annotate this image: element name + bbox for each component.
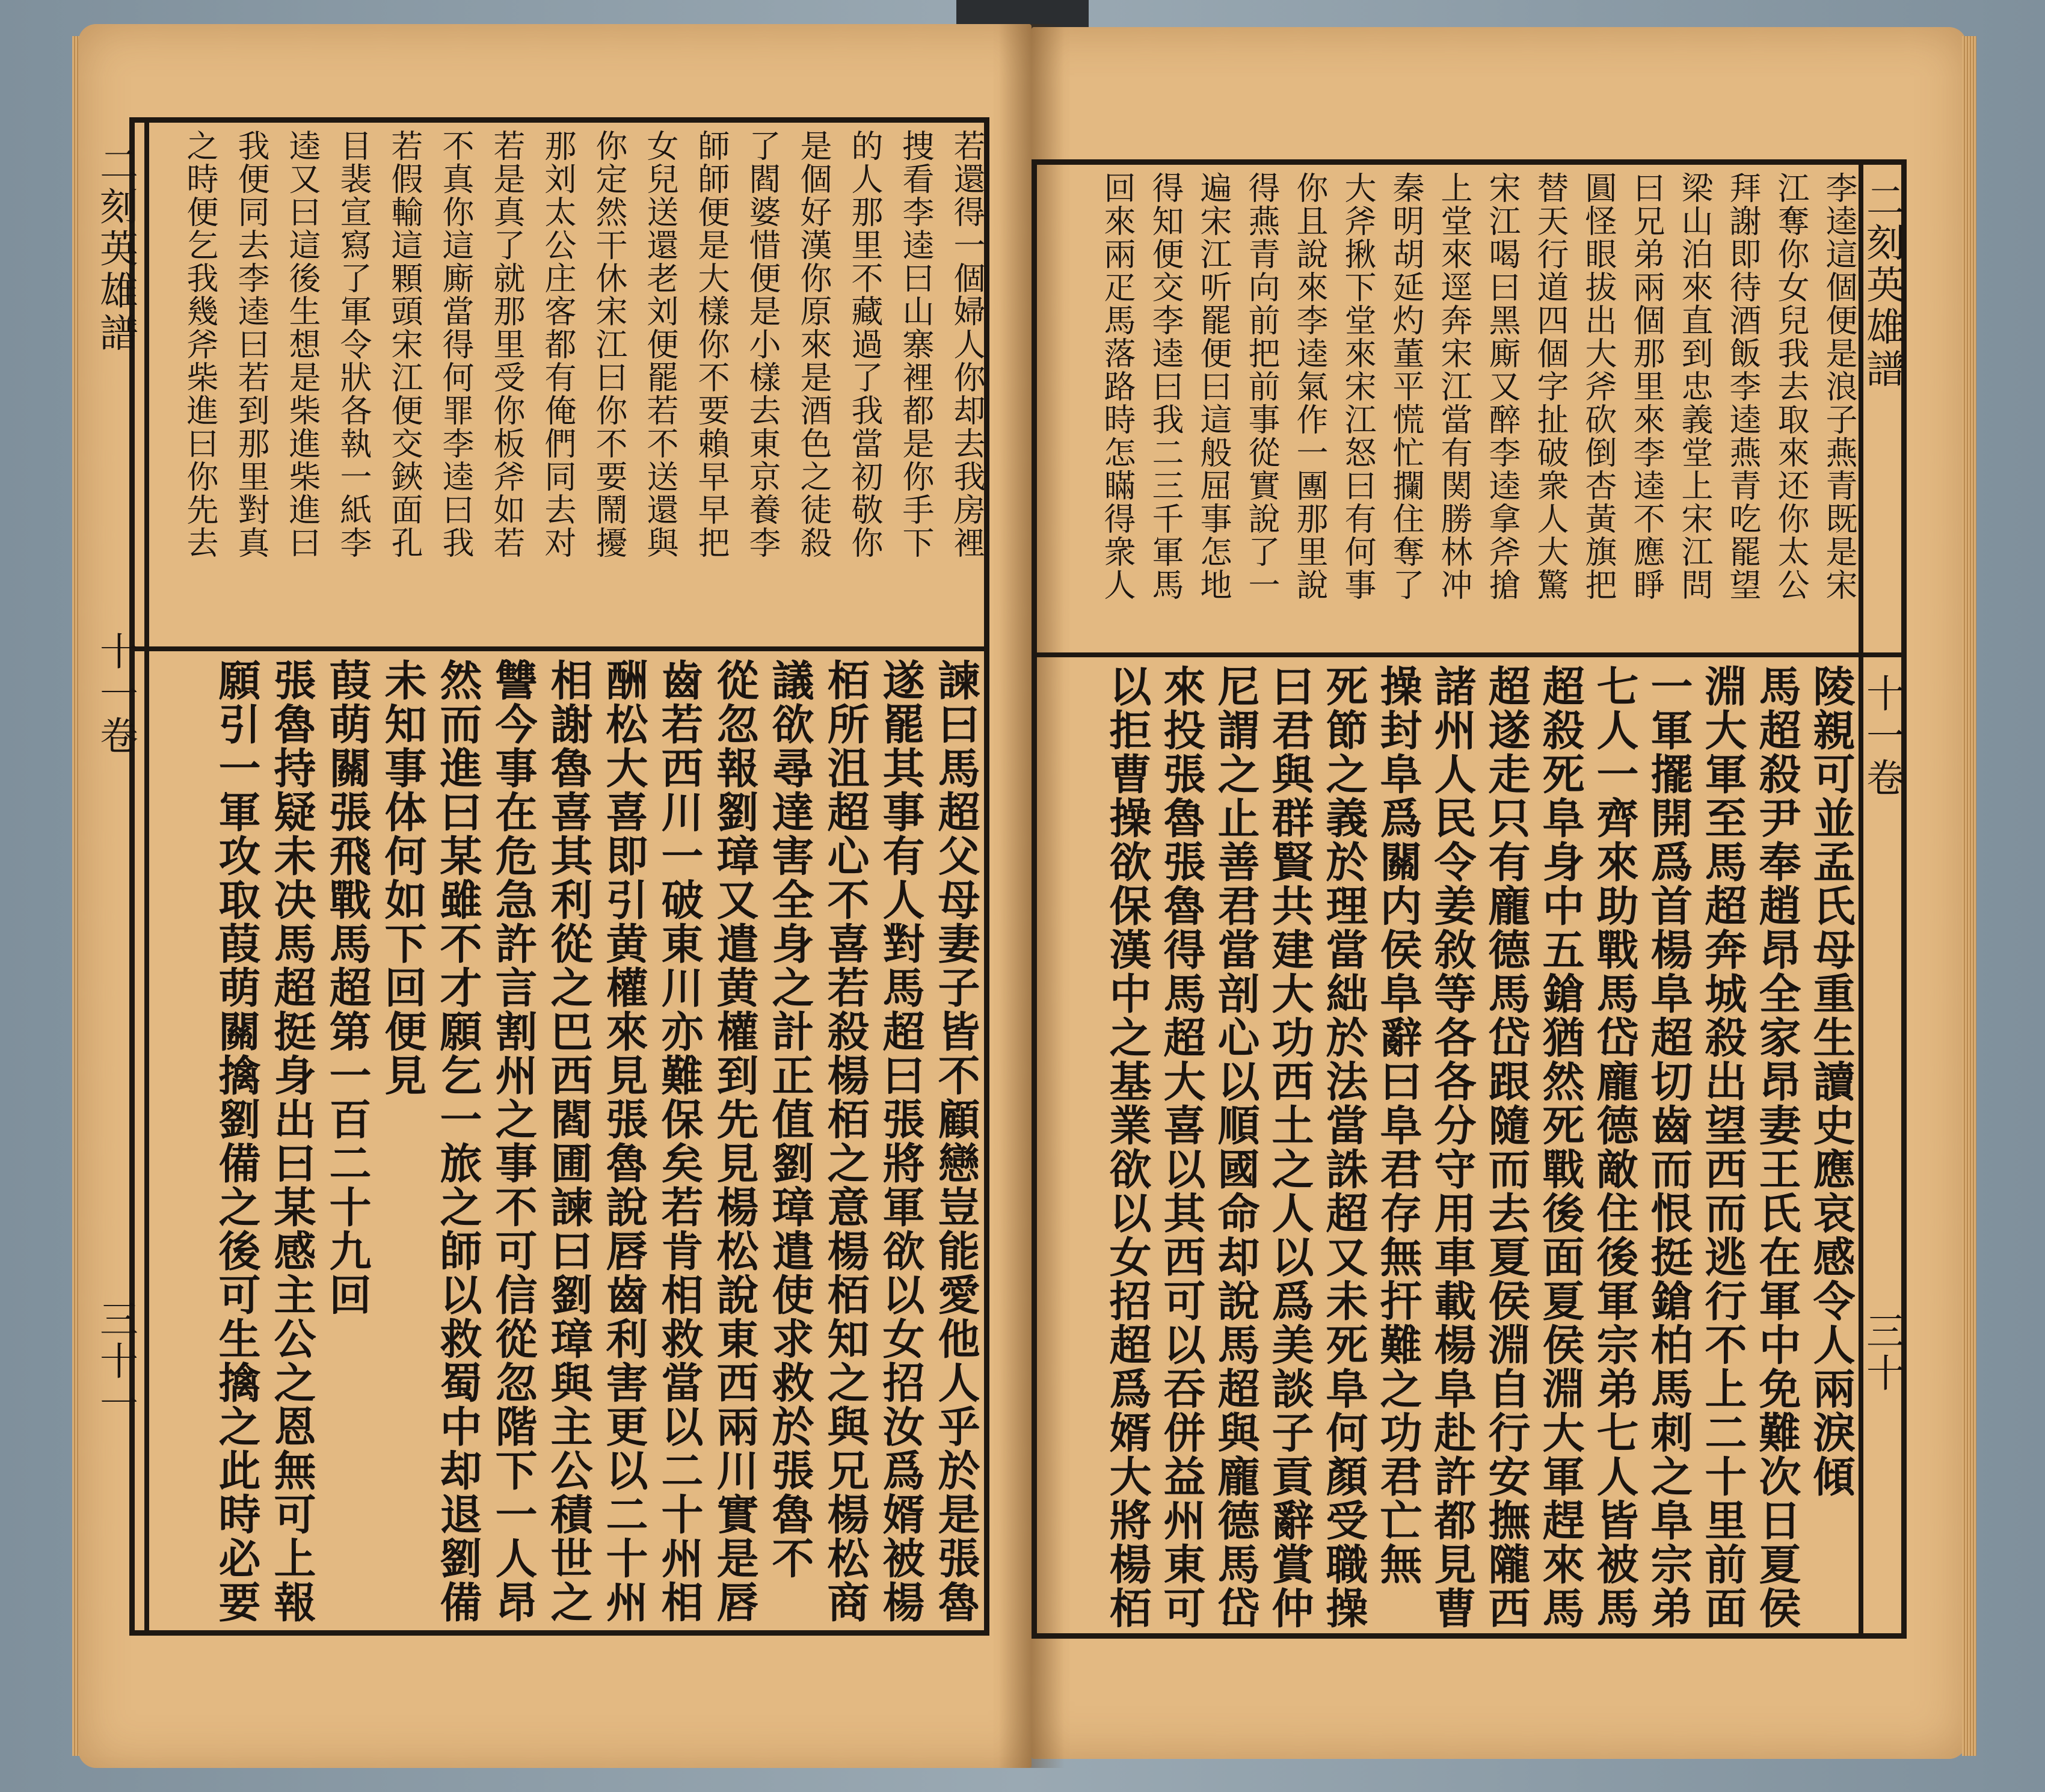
right-lower-column: 馬超殺尹奉趙昂全家昂妻王氏在軍中免難次日夏侯	[1752, 664, 1802, 1630]
right-juan-label: 十一卷	[1860, 674, 1904, 800]
right-upper-column: 宋江喝曰黑廝又醉李逵拿斧搶	[1484, 171, 1521, 601]
left-juan-label: 十一卷	[93, 631, 138, 758]
left-upper-column: 逵又曰這後生想是柴進柴進曰	[284, 129, 321, 559]
left-upper-column: 若假輸這顆頭宋江便交鋏面孔	[386, 129, 423, 559]
right-upper-column: 你且說來李逵氣作一團那里說	[1291, 171, 1328, 601]
right-upper-column: 李逵這個便是浪子燕青既是宋	[1821, 171, 1857, 601]
right-margin-title: 二刻英雄譜	[1860, 180, 1904, 391]
left-lower-column: 遂罷其事有人對馬超曰張將軍欲以女招汝爲婿被楊	[876, 658, 926, 1624]
left-upper-column: 若還得一個婦人你却去我房裡	[949, 129, 985, 559]
right-page-edges	[1962, 36, 1976, 1756]
left-lower-column: 栢所沮超心不喜若殺楊栢之意楊栢知之與兄楊松商	[820, 658, 870, 1624]
left-upper-column: 之時便乞我幾斧柴進曰你先去	[182, 129, 218, 559]
right-lower-column: 曰君與群賢共建大功西土之人以爲美談子貢辭賞仲	[1265, 664, 1315, 1630]
left-lower-column: 然而進曰某雖不才願乞一旅之師以救蜀中却退劉備	[433, 658, 483, 1624]
left-upper-column: 的人那里不藏過了我當初敬你	[846, 129, 883, 559]
right-lower-column: 超遂走只有龐德馬岱跟隨而去夏侯淵自行安撫隴西	[1481, 664, 1531, 1630]
right-upper-column: 江奪你女兒我去取來还你太公	[1773, 171, 1809, 601]
left-divider	[129, 646, 989, 651]
left-upper-column: 師師便是大樣你不要賴早早把	[693, 129, 730, 559]
left-upper-column: 你定然干休宋江曰你不要鬧擾	[591, 129, 627, 559]
right-divider	[1032, 652, 1907, 657]
left-upper-column: 是個好漢你原來是酒色之徒殺	[795, 129, 832, 559]
right-upper-column: 上堂來逕奔宋江當有関勝林冲	[1436, 171, 1472, 601]
left-lower-column: 酬松大喜即引黄權來見張魯說唇齒利害更以二十州	[599, 658, 649, 1624]
left-margin-line	[144, 117, 149, 1636]
right-upper-column: 替天行道四個字扯破衆人大驚	[1532, 171, 1569, 601]
right-lower-column: 以拒曹操欲保漢中之基業欲以女招超爲婿大將楊栢	[1102, 664, 1152, 1630]
left-upper-column: 我便同去李逵曰若到那里對真	[233, 129, 269, 559]
right-upper-column: 圓怪眼拔出大斧砍倒杏黃旗把	[1580, 171, 1617, 601]
left-lower-column: 讐今事在危急許言割州之事不可信從忽階下一人昂	[488, 658, 538, 1624]
right-lower-column: 一軍擺開爲首楊阜超切齒而恨挺鎗柏馬刺之阜宗弟	[1644, 664, 1694, 1630]
right-page-number: 三十	[1860, 1311, 1904, 1395]
right-upper-column: 秦明胡延灼董平慌忙攔住奪了	[1388, 171, 1424, 601]
right-lower-column: 死節之義於理當絀於法當誅超又未死阜何顏受職操	[1319, 664, 1369, 1630]
left-upper-column: 捜看李逵曰山寨裡都是你手下	[897, 129, 934, 559]
left-lower-column: 從忽報劉璋又遣黄權到先見楊松說東西兩川實是唇	[710, 658, 760, 1624]
right-upper-column: 回來兩疋馬落路時怎瞞得衆人	[1099, 171, 1136, 601]
right-lower-column: 來投張魯張魯得馬超大喜以其西可以吞併益州東可	[1157, 664, 1207, 1630]
right-lower-column: 操封阜爲關内侯阜辭曰阜君存無扞難之功君亡無	[1373, 664, 1423, 1586]
left-lower-column: 諫曰馬超父母妻子皆不顧戀豈能愛他人乎於是張魯	[931, 658, 981, 1624]
right-lower-column: 七人一齊來助戰馬岱龐德敵住後軍宗弟七人皆被馬	[1590, 664, 1640, 1630]
right-upper-column: 得燕青向前把前事從實說了一	[1243, 171, 1280, 601]
left-lower-column: 未知事体何如下回便見	[378, 658, 428, 1097]
right-upper-column: 得知便交李逵曰我二三千軍馬	[1147, 171, 1184, 601]
left-upper-column: 若是真了就那里受你板斧如若	[488, 129, 525, 559]
right-lower-column: 陵親可並孟氏母重生讀史應哀感令人兩淚傾	[1806, 664, 1856, 1499]
left-lower-column: 相謝魯喜其利從之巴西閻圃諫曰劉璋與主公積世之	[544, 658, 594, 1624]
left-lower-column: 張魯持疑未决馬超挺身出曰某感主公之恩無可上報	[267, 658, 317, 1624]
left-upper-column: 不真你這廝當得何罪李逵曰我	[437, 129, 474, 559]
left-page-number: 三十一	[93, 1299, 138, 1425]
right-upper-column: 拜謝即待酒飯李逵燕青吃罷望	[1724, 171, 1761, 601]
right-lower-column: 淵大軍至馬超奔城殺出望西而逃行不上二十里前面	[1698, 664, 1748, 1630]
right-upper-column: 梁山泊來直到忠義堂上宋江問	[1676, 171, 1713, 601]
right-upper-column: 曰兄弟兩個那里來李逵不應睜	[1628, 171, 1665, 601]
left-lower-column: 葭萌關張飛戰馬超第一百二十九回	[322, 658, 372, 1317]
left-upper-column: 那刘太公庄客都有俺們同去对	[540, 129, 576, 559]
right-lower-column: 諸州人民令姜敘等各各分守用車載楊阜赴許都見曹	[1427, 664, 1477, 1630]
right-upper-column: 遍宋江听罷便曰這般屈事怎地	[1195, 171, 1232, 601]
left-lower-column: 齒若西川一破東川亦難保矣若肯相救當以二十州相	[654, 658, 704, 1624]
left-upper-column: 女兒送還老刘便罷若不送還與	[642, 129, 678, 559]
left-upper-column: 了閻婆惜便是小樣去東京養李	[744, 129, 781, 559]
right-lower-column: 超殺死阜身中五鎗猶然死戰後面夏侯淵大軍趕來馬	[1536, 664, 1585, 1630]
left-upper-column: 目裴宣寫了軍令狀各執一紙李	[335, 129, 372, 559]
left-lower-column: 願引一軍攻取葭萌關擒劉備之後可生擒之此時必要	[212, 658, 262, 1624]
right-lower-column: 尼謂之止善君當剖心以順國命却說馬超與龐德馬岱	[1211, 664, 1261, 1630]
left-lower-column: 議欲尋達害全身之計正值劉璋遣使求救於張魯不	[765, 658, 815, 1580]
left-margin-title: 二刻英雄譜	[93, 144, 138, 355]
right-upper-column: 大斧揪下堂來宋江怒曰有何事	[1339, 171, 1376, 601]
